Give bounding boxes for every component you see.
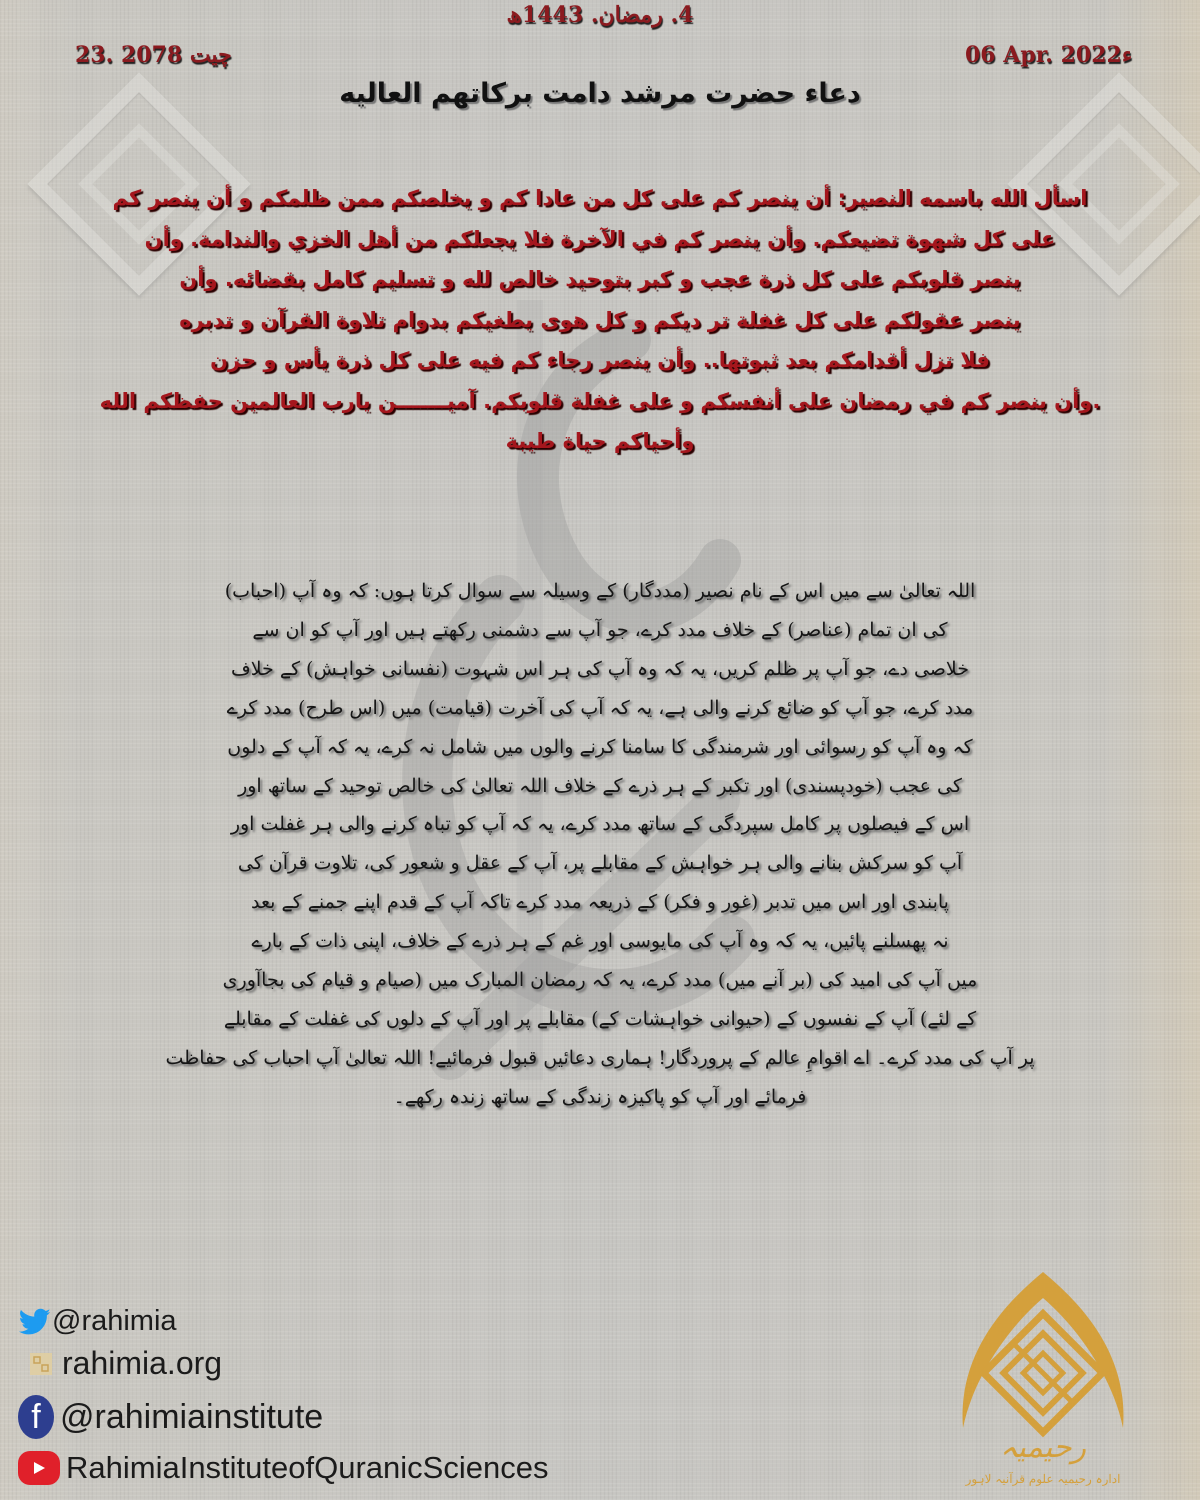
urdu-translation xyxy=(160,572,1040,1117)
youtube-channel[interactable] xyxy=(18,1450,548,1486)
urdu-line: کی عجب (خودپسندی) اور تکبر کے ہر ذرے کے خلاف اللہ تعالیٰ کی خالص توحید کے ساتھ اور xyxy=(238,774,962,797)
urdu-line: اللہ تعالیٰ سے میں اس کے نام نصیر (مددگار) کے وسیلہ سے سوال کرتا ہوں: کہ وہ آپ (احباب) xyxy=(224,580,976,602)
page-title: دعاء حضرت مرشد دامت برکاتهم العاليه xyxy=(339,78,861,109)
website-link[interactable] xyxy=(18,1345,222,1382)
urdu-line: کی ان تمام (عناصر) کے خلاف مدد کرے، جو آپ سے دشمنی رکھتے ہیں اور آپ کو ان سے xyxy=(252,618,948,641)
arabic-dua xyxy=(60,178,1140,462)
twitter-label: @rahimia xyxy=(52,1305,177,1337)
hijri-date: 4. رمضان. 1443ھ xyxy=(506,2,694,28)
website-icon xyxy=(26,1349,56,1379)
website-label: rahimia.org xyxy=(62,1345,223,1381)
urdu-line: خلاصی دے، جو آپ پر ظلم کریں، یہ کہ وہ آپ کی ہر اس شہوت (نفسانی خواہش) کے خلاف xyxy=(231,657,969,680)
logo-name: رحیمیہ xyxy=(999,1430,1087,1465)
gregorian-date: 06 Apr. 2022ء xyxy=(965,42,1133,68)
arabic-line: على كل شهوة تضيعكم. وأن ينصر كم في الآخرة فلا يجعلكم من أهل الخزي والندامة. وأن xyxy=(144,226,1056,251)
youtube-icon xyxy=(18,1451,60,1485)
arabic-line: وأحياكم حياة طيبة xyxy=(505,429,695,453)
urdu-line: فرمائے اور آپ کو پاکیزہ زندگی کے ساتھ زندہ رکھے۔ xyxy=(393,1085,807,1108)
facebook-icon: f xyxy=(18,1395,54,1439)
arabic-line: ينصر قلوبكم على كل ذرة عجب و كبر بتوحيد خالص لله و تسليم كامل بقضائه. وأن xyxy=(179,267,1021,291)
urdu-line: آپ کو سرکش بنانے والی ہر خواہش کے مقابلے پر، آپ کے عقل و شعور کی، تلاوت قرآن کی xyxy=(237,852,963,875)
facebook-handle[interactable] xyxy=(18,1395,323,1439)
urdu-line: میں آپ کی امید کی (بر آنے میں) مدد کرے، یہ کہ رمضان المبارک میں (صیام و قیام کی بجاآوری xyxy=(222,969,978,992)
urdu-line: مدد کرے، جو آپ کو ضائع کرنے والی ہے، یہ کہ آپ کی آخرت (قیامت) میں (اس طرح) مدد کرے xyxy=(226,696,974,719)
urdu-line: اس کے فیصلوں پر کامل سپردگی کے ساتھ مدد کرے، یہ کہ آپ کو تباہ کرنے والی ہر غفلت اور xyxy=(230,813,970,836)
arabic-line: اسأل الله باسمه النصير: أن ينصر كم على كل من عادا كم و يخلصكم ممن ظلمكم و أن ينصر كم xyxy=(112,186,1088,210)
bikrami-date: 23. چیت 2078 xyxy=(75,42,232,68)
urdu-line: پابندی اور اس میں تدبر (غور و فکر) کے ذریعہ مدد کرے تاکہ آپ کے قدم اپنے جمنے کے بعد xyxy=(251,891,949,914)
facebook-label: @rahimiainstitute xyxy=(60,1397,324,1436)
urdu-line: پر آپ کی مدد کرے۔ اے اقوامِ عالم کے پروردگار! ہماری دعائیں قبول فرمائیے! اللہ تعالیٰ آپ احباب کی حفاظت xyxy=(165,1046,1035,1069)
arabic-line: ينصر عقولكم على كل غفلة تر ديكم و كل هوى يطغيكم بدوام تلاوة القرآن و تدبره xyxy=(179,307,1021,332)
arabic-line: فلا تزل أقدامكم بعد ثبوتها.. وأن ينصر رجاء كم فيه على كل ذرة يأس و حزن xyxy=(210,348,990,372)
twitter-handle[interactable] xyxy=(18,1305,177,1338)
urdu-line: کہ وہ آپ کو رسوائی اور شرمندگی کا سامنا کرنے والوں میں شامل نہ کرے، یہ کہ آپ کے دلوں xyxy=(227,735,973,758)
youtube-label: RahimiaInstituteofQuranicSciences xyxy=(66,1450,549,1485)
twitter-icon xyxy=(18,1307,52,1337)
urdu-line: نہ پھسلنے پائیں، یہ کہ وہ آپ کی مایوسی اور غم کے ہر ذرے کے خلاف، اپنی ذات کے بارے xyxy=(251,930,949,953)
logo-subtitle: ادارہ رحیمیہ علوم قرآنیہ لاہور xyxy=(965,1472,1121,1486)
urdu-line: کے لئے) آپ کے نفسوں کے (حیوانی خواہشات کے) مقابلے پر اور آپ کے دلوں کی غفلت کے مقابلے xyxy=(223,1007,977,1030)
arabic-line: .وأن ينصر كم في رمضان على أنفسكم و على غفلة قلوبكم. آميـــــــن يارب العالمين حفظكم الله xyxy=(99,388,1101,413)
